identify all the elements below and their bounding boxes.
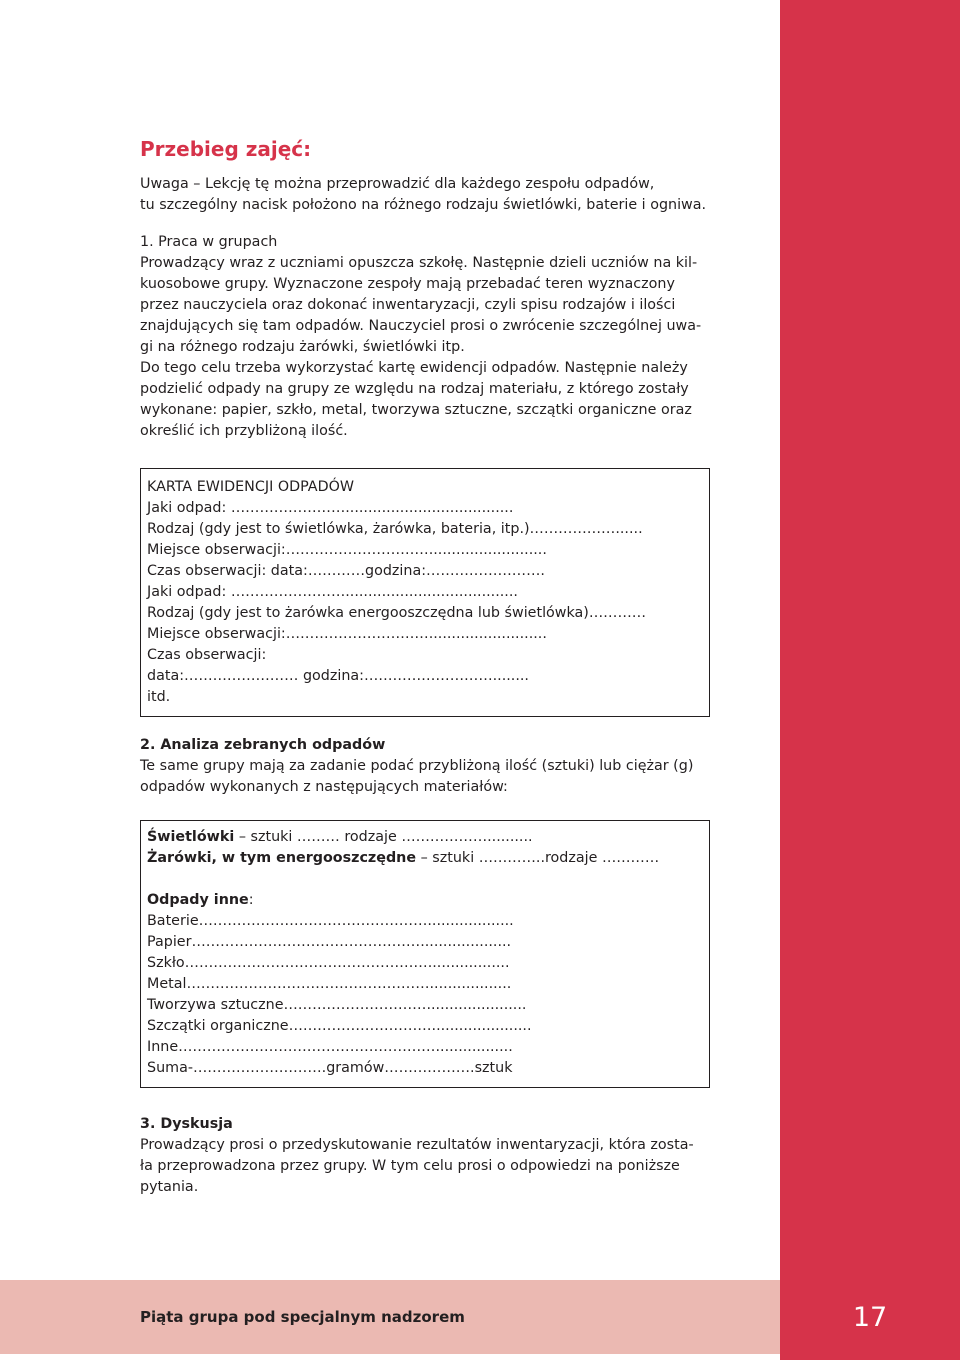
card-line: data:…………………… godzina:………………………........ [147,668,529,684]
section-2-title: 2. Analiza zebranych odpadów [140,737,386,753]
material-item: Tworzywa sztuczne…………………………...................... [147,997,527,1013]
material-item: Baterie…………………………………………................... [147,913,514,929]
section-1-line: podzielić odpady na grupy ze względu na rodzaj materiału, z którego zostały [140,381,689,397]
decorative-side-bar [780,0,960,1360]
bulbs-label: Żarówki, w tym energooszczędne [147,850,417,866]
card-line: Jaki odpad: ……………………..................................... [147,500,514,516]
card-title: KARTA EWIDENCJI ODPADÓW [147,479,354,495]
page-heading: Przebieg zajęć: [140,137,312,161]
card-line: Rodzaj (gdy jest to żarówka energooszczędna lub świetlówka)………… [147,605,647,621]
material-item: Papier………………………………………….................... [147,934,512,950]
intro-paragraph [140,174,710,216]
card-line: Jaki odpad: ……………………...................................... [147,584,518,600]
section-1-line: Prowadzący wraz z uczniami opuszcza szkołę. Następnie dzieli uczniów na kil- [140,255,698,271]
other-waste-heading: Odpady inne: [147,892,254,908]
page-number: 17 [852,1301,888,1333]
material-item: Metal…………………………………………….................. [147,976,512,992]
section-3-line: ła przeprowadzona przez grupy. W tym celu prosi o odpowiedzi na poniższe [140,1158,680,1174]
intro-line: tu szczególny nacisk położono na różnego rodzaju świetlówki, baterie i ogniwa. [140,197,707,213]
section-3-title: 3. Dyskusja [140,1116,233,1132]
section-1-line: gi na różnego rodzaju żarówki, świetlówki itp. [140,339,465,355]
section-1-line: znajdujących się tam odpadów. Nauczyciel prosi o zwrócenie szczególnej uwa- [140,318,702,334]
section-3-line: pytania. [140,1179,199,1195]
section-1-line: Do tego celu trzeba wykorzystać kartę ewidencji odpadów. Następnie należy [140,360,688,376]
card-line: itd. [147,689,171,705]
main-content [140,136,710,1198]
section-2 [140,735,710,1088]
section-1-line: przez nauczyciela oraz dokonać inwentaryzacji, czyli spisu rodzajów i ilości [140,297,676,313]
material-item: Suma-……………………….gramów……………….sztuk [147,1060,513,1076]
materials-box [140,820,710,1088]
section-1-line: kuosobowe grupy. Wyznaczone zespoły mają przebadać teren wyznaczony [140,276,675,292]
bulbs-fields: – sztuki …………..rodzaje ………… [416,850,660,866]
card-line: Rodzaj (gdy jest to świetlówka, żarówka, bateria, itp.)………………...... [147,521,643,537]
material-item: Inne………………………………………………................. [147,1039,513,1055]
section-2-line: Te same grupy mają za zadanie podać przybliżoną ilość (sztuki) lub ciężar (g) [140,758,694,774]
section-1-title: 1. Praca w grupach [140,234,278,250]
section-1-line: określić ich przybliżoną ilość. [140,423,348,439]
section-3 [140,1114,710,1198]
section-2-line: odpadów wykonanych z następujących materiałów: [140,779,508,795]
bulbs-row [147,848,709,869]
material-item: Szkło…………………………………………….................. [147,955,510,971]
card-line: Miejsce obserwacji:………………………….......................... [147,626,547,642]
waste-record-card [140,468,710,717]
card-line: Czas obserwacji: data:…………godzina:……………………. [147,563,545,579]
other-waste-label: Odpady inne [147,892,249,908]
fluorescent-fields: – sztuki ……… rodzaje ……………….......... [234,829,533,845]
card-line: Miejsce obserwacji:………………………….......................... [147,542,547,558]
running-footer-title: Piąta grupa pod specjalnym nadzorem [140,1308,465,1326]
material-item: Szczątki organiczne…………………………...................... [147,1018,532,1034]
section-1-line: wykonane: papier, szkło, metal, tworzywa sztuczne, szczątki organiczne oraz [140,402,692,418]
section-1 [140,232,710,442]
fluorescent-label: Świetlówki [147,829,235,845]
fluorescent-row [147,827,709,848]
section-3-line: Prowadzący prosi o przedyskutowanie rezultatów inwentaryzacji, która zosta- [140,1137,694,1153]
intro-line: Uwaga – Lekcję tę można przeprowadzić dla każdego zespołu odpadów, [140,176,655,192]
card-line: Czas obserwacji: [147,647,267,663]
